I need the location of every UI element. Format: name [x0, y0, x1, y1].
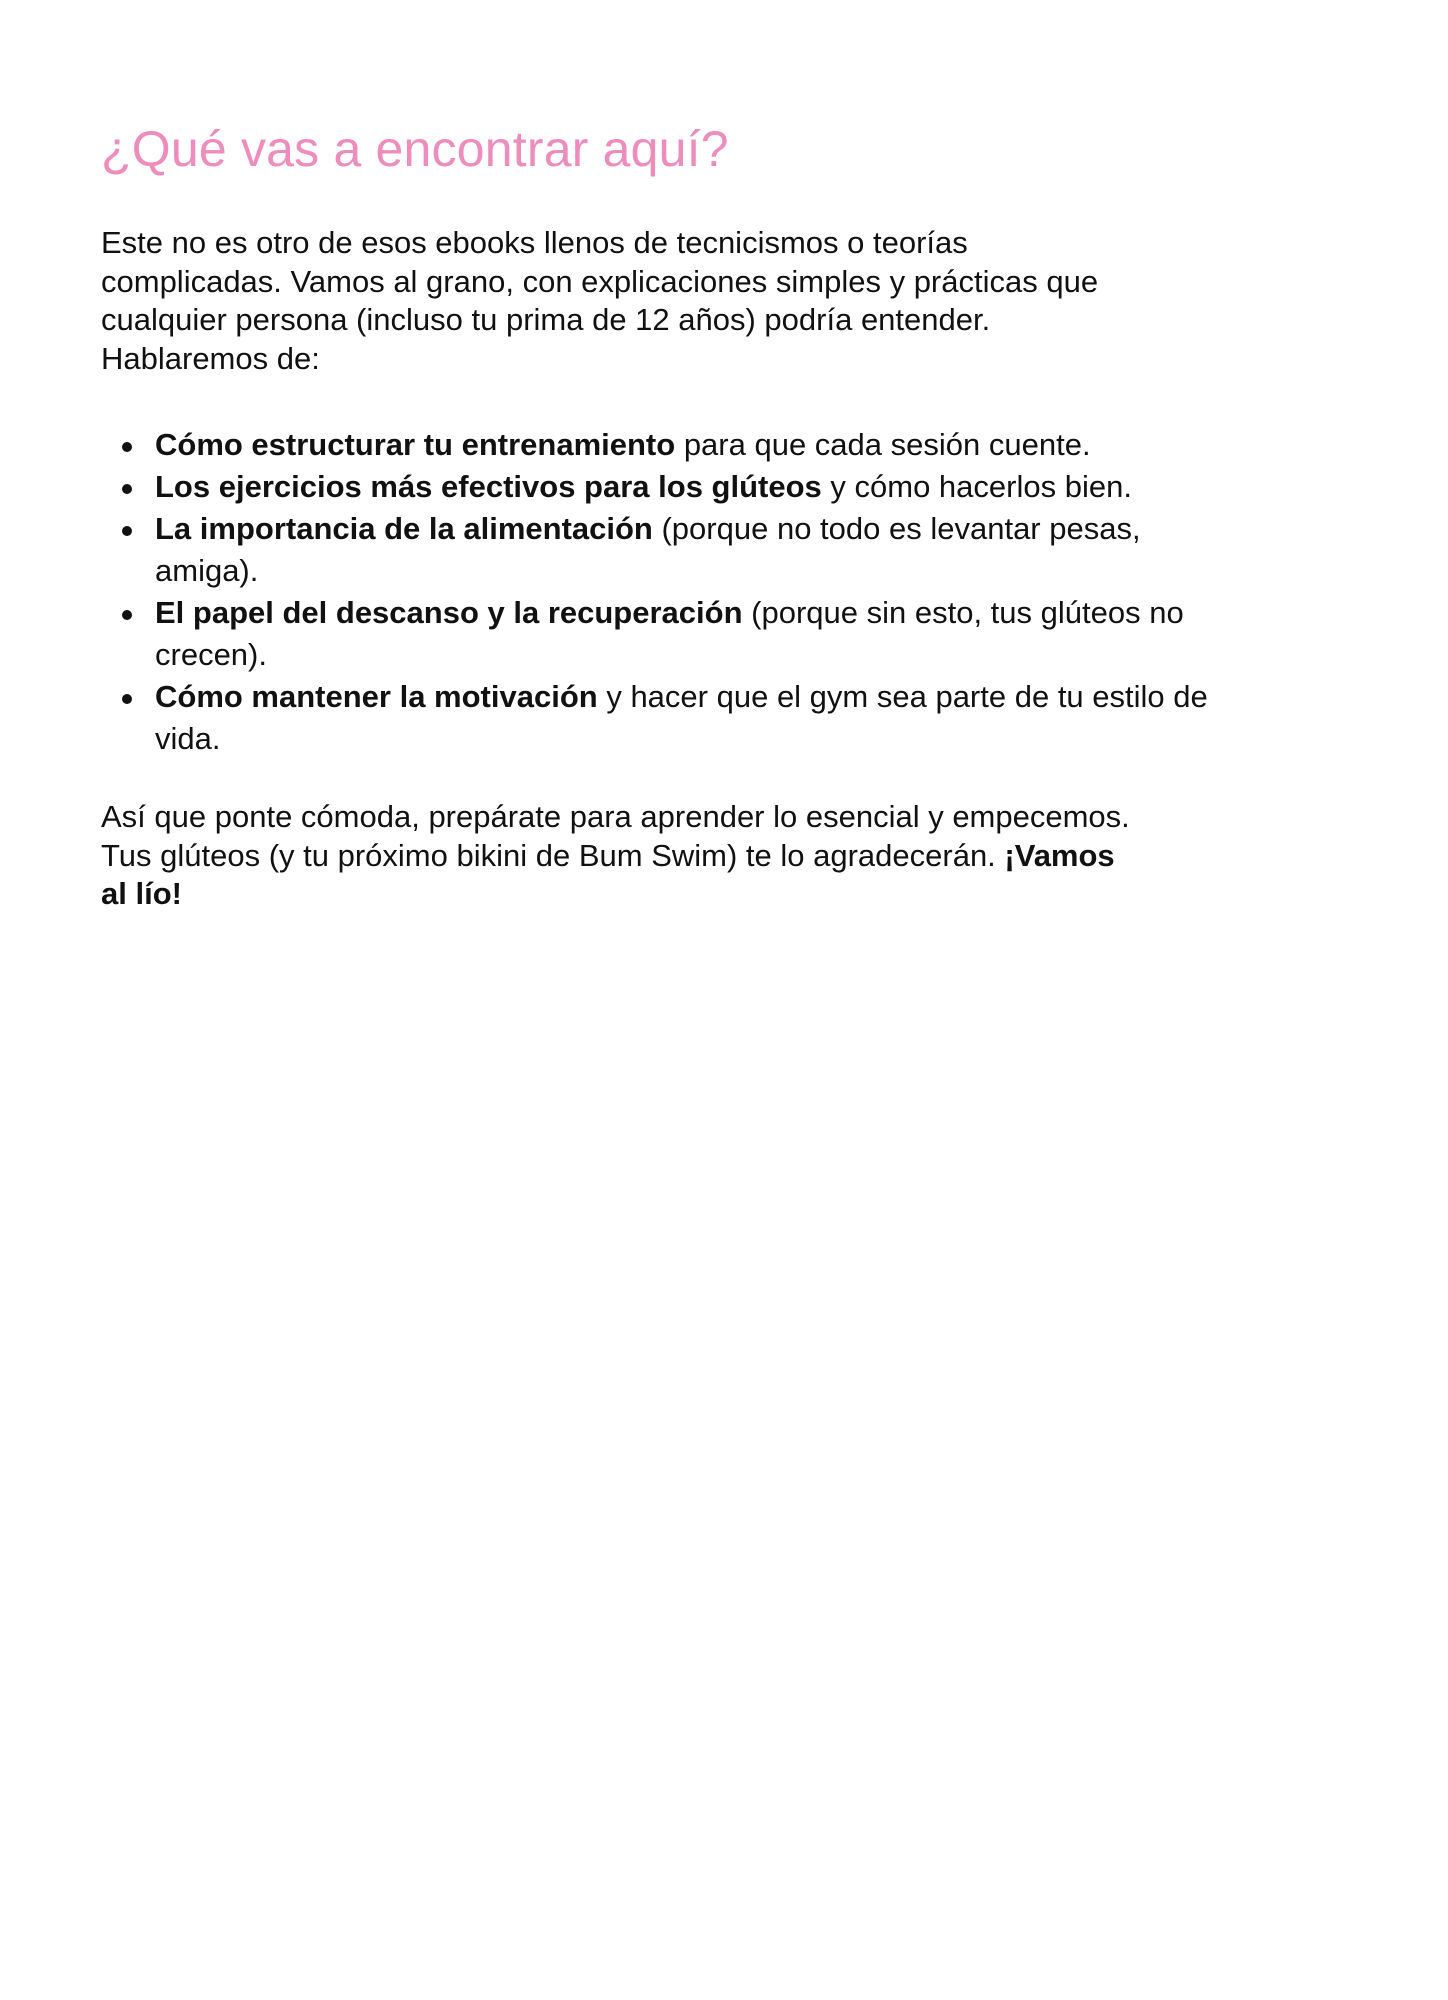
topic-title: La importancia de la alimentación	[155, 511, 653, 546]
closing-emphasis: ¡Vamos al lío!	[101, 837, 1115, 911]
list-item	[155, 592, 1225, 676]
list-item	[155, 508, 1225, 592]
topic-description: para que cada sesión cuente.	[675, 427, 1091, 462]
topic-description: y cómo hacerlos bien.	[821, 469, 1132, 504]
bullet-icon	[122, 610, 132, 620]
bullet-icon	[122, 484, 132, 494]
topic-description: (porque sin esto, tus glúteos no crecen).	[155, 595, 1184, 672]
bullet-icon	[122, 694, 132, 704]
topic-description: (porque no todo es levantar pesas, amiga).	[155, 511, 1141, 588]
topic-title: El papel del descanso y la recuperación	[155, 595, 743, 630]
bullet-icon	[122, 526, 132, 536]
list-item	[155, 466, 1225, 508]
topic-title: Los ejercicios más efectivos para los glúteos	[155, 469, 822, 504]
topics-list	[101, 424, 1225, 760]
topic-description: y hacer que el gym sea parte de tu estilo de vida.	[155, 679, 1208, 756]
bullet-icon	[122, 442, 132, 452]
page-content	[101, 118, 1221, 914]
topic-title: Cómo mantener la motivación	[155, 679, 598, 714]
list-item	[155, 424, 1225, 466]
list-item	[155, 676, 1225, 760]
closing-paragraph	[101, 798, 1141, 914]
topic-title: Cómo estructurar tu entrenamiento	[155, 427, 676, 462]
closing-text: Así que ponte cómoda, prepárate para aprender lo esencial y empecemos. Tus glúteos (y tu próximo bikini de Bum Swim) te lo agradecerán.	[101, 799, 1130, 873]
intro-paragraph: Este no es otro de esos ebooks llenos de tecnicismos o teorías complicadas. Vamos al grano, con explicaciones simples y prácticas que cualquier persona (incluso tu prima de 12 años) podría entender. Hablaremos de:	[101, 225, 1099, 376]
page-title: ¿Qué vas a encontrar aquí?	[101, 121, 729, 177]
